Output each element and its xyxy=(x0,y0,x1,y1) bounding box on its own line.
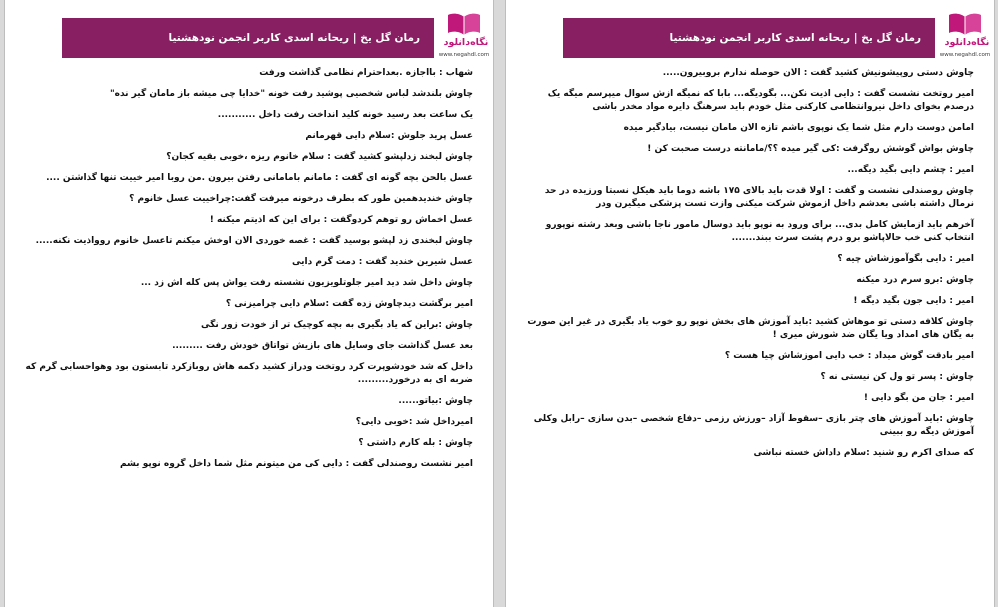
paragraph: امیر روتخت نشست گفت : دایی اذیت نکن... بگودیگه... بابا که نمیگه ازش سوال میپرسم میگه یک درصدم بخوای داخل نیروانتظامی کارکنی مثل خودم باید سرهنگ دایره مواد مخدر باشی xyxy=(547,89,974,112)
paragraph: چاوش : پسر تو ول کن نیستی نه ؟ xyxy=(820,372,974,382)
paragraph: امامن دوست دارم مثل شما یک نوپوی باشم تازه الان مامان نیست، بیادگیر میده xyxy=(623,123,974,133)
paragraph: عسل پرید جلوش :سلام دایی قهرمانم xyxy=(305,131,473,141)
open-book-icon xyxy=(446,12,482,36)
paragraph: که صدای اکرم رو شنید :سلام داداش خسته نباشی xyxy=(753,448,974,458)
paragraph: چاوش لبخندی زد لپشو بوسید گفت : غصه خوردی الان اوخش میکنم تاعسل خانوم روواذیت نکنه..... xyxy=(35,236,473,246)
paragraph: چاوش کلافه دستی تو موهاش کشید :باید آموزش های بخش نوپو رو خوب یاد بگیری در غیر این صورت به یگان های امداد ویا یگان ضد شورش میری ! xyxy=(527,317,974,340)
paragraph: چاوش داخل شد دید امیر جلوتلویزیون نشسته رفت یواش پس کله اش زد ... xyxy=(140,278,473,288)
paragraph: چاوش روصندلی نشست و گفت : اولا قدت باید بالای ۱۷۵ باشه دوما باید هیکل نسبتا ورزیده در حد نرمال داشته باشی بعدشم داخل ازموش شرکت میکنی وازت تست پزشکی میگیرن ودر xyxy=(544,186,974,209)
paragraph: عسل اخماش رو توهم کردوگفت : برای این که اذیتم میکنه ! xyxy=(209,215,473,225)
site-logo[interactable] xyxy=(935,12,995,64)
paragraph: آخرهم باید ازمایش کامل بدی... برای ورود به نوپو باید دوسال مامور ناجا باشی وبعد رشته نوپورو انتخاب کنی خب حالاپاشو برو درم پشت سرت ببند....... xyxy=(545,220,974,243)
page-body xyxy=(526,67,974,468)
paragraph: چاوش :براین که یاد بگیری به بچه کوچیک تر از خودت زور نگی xyxy=(201,320,473,330)
open-book-icon xyxy=(947,12,983,36)
paragraph: امیر : چشم دایی بگید دیگه... xyxy=(847,165,974,175)
paragraph: چاوش :باید آموزش های چتر بازی –سقوط آزاد –ورزش رزمی –دفاع شخصی –بدن سازی –رابل وکلی آموزش دیگه رو ببینی xyxy=(533,414,974,437)
page-header-title: رمان گل یخ | ریحانه اسدی کاربر انجمن نودهشتیا xyxy=(563,18,935,58)
page-header-title: رمان گل یخ | ریحانه اسدی کاربر انجمن نودهشتیا xyxy=(62,18,434,58)
paragraph: امیر : دایی جون بگید دیگه ! xyxy=(853,296,974,306)
site-logo[interactable] xyxy=(434,12,494,64)
logo-text: نگاه‌دانلود xyxy=(443,37,489,48)
page-body xyxy=(25,67,473,479)
paragraph: امیر بادقت گوش میداد : خب دایی اموزشاش چیا هست ؟ xyxy=(724,351,974,361)
paragraph: امیر برگشت دیدچاوش زده گفت :سلام دایی چرامیزنی ؟ xyxy=(225,299,473,309)
paragraph: چاوش دستی روپیشونیش کشید گفت : الان حوصله ندارم بروبیرون..... xyxy=(662,68,974,78)
paragraph: چاوش خندیدهمین طور که بطرف درخونه میرفت گفت:چراخییت عسل خانوم ؟ xyxy=(129,194,473,204)
logo-url: www.negahdl.com xyxy=(438,52,490,58)
logo-text: نگاه‌دانلود xyxy=(944,37,990,48)
logo-url: www.negahdl.com xyxy=(939,52,991,58)
paragraph: امیر : جان من بگو دایی ! xyxy=(863,393,974,403)
paragraph: عسل شیرین خندید گفت : دمت گرم دایی xyxy=(292,257,473,267)
paragraph: چاوش لبخند زدلپشو کشید گفت : سلام خانوم ریزه ،خوبی بقیه کجان؟ xyxy=(166,152,473,162)
page-right xyxy=(505,0,995,607)
paragraph: داخل که شد خودشوپرت کرد روتخت ودراز کشید دکمه هاش روبازکرد تابستون بود وهواحسابی گرم که ضربه ای به درخورد......... xyxy=(25,362,473,385)
paragraph: یک ساعت بعد رسید خونه کلید انداخت رفت داخل ........... xyxy=(217,110,473,120)
paragraph: امیرداخل شد :خوبی دایی؟ xyxy=(355,417,473,427)
paragraph: چاوش بواش گوشش روگرفت :کی گیر میده ؟؟/مامانته درست صحبت کن ! xyxy=(647,144,974,154)
paragraph: چاوش بلندشد لباس شخصیی پوشید رفت خونه "خدایا چی میشه باز مامان گیر نده" xyxy=(109,89,473,99)
paragraph: بعد عسل گذاشت جای وسایل های بازیش تواتاق خودش رفت ......... xyxy=(172,341,473,351)
paragraph: چاوش :برو سرم درد میکنه xyxy=(856,275,974,285)
paragraph: چاوش : بله کارم داشتی ؟ xyxy=(358,438,473,448)
paragraph: عسل بالحن بچه گونه ای گفت : مامانم بامامانی رفتن بیرون .من روبا امیر خییت تنها گذاشتن .... xyxy=(46,173,473,183)
paragraph: امیر : دایی بگوآموزشاش چیه ؟ xyxy=(837,254,974,264)
paragraph: امیر نشست روصندلی گفت : دایی کی من میتونم مثل شما داخل گروه نوپو بشم xyxy=(119,459,473,469)
page-left xyxy=(4,0,494,607)
paragraph: چاوش :بیاتو...... xyxy=(398,396,473,406)
paragraph: شهاب : بااجازه .بعداحترام نظامی گذاشت ورفت xyxy=(259,68,473,78)
